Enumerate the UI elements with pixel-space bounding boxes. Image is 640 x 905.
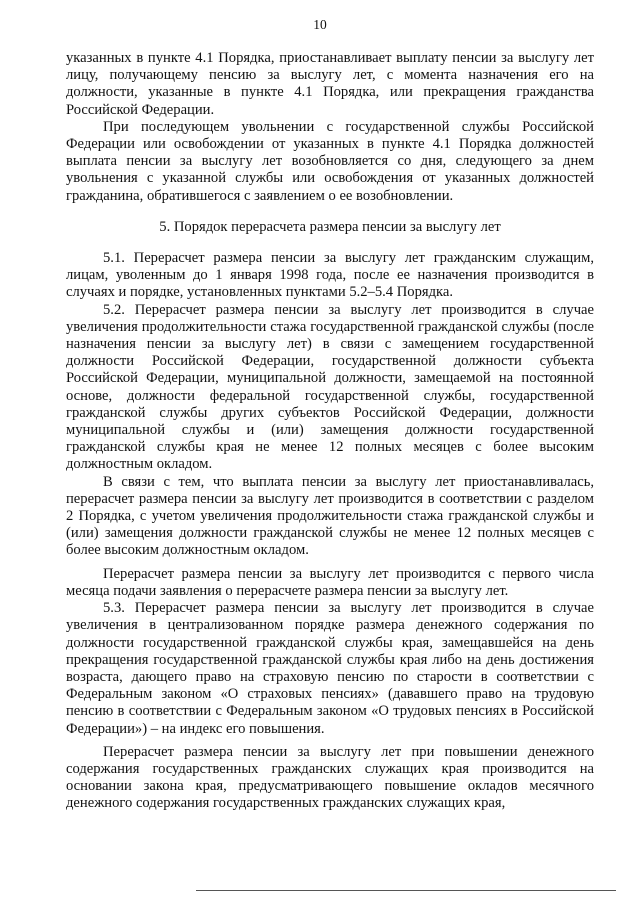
paragraph-resumption: При последующем увольнении с государственной службы Российской Федерации или освобождении от указанных в пункте 4.1 Порядка должностей выплата пенсии за выслугу лет возобновляется со дня, следующего за днем увольнения с указанной службы или освобождения от указанных должностей гражданина, обратившегося с заявлением о ее возобновлении.: [66, 118, 594, 204]
footer-rule: [196, 890, 616, 891]
paragraph-5-2-effective-date: Перерасчет размера пенсии за выслугу лет производится с первого числа месяца подачи заявления о перерасчете размера пенсии за выслугу лет.: [66, 565, 594, 599]
paragraph-5-3: 5.3. Перерасчет размера пенсии за выслугу лет производится в случае увеличения в централизованном порядке размера денежного содержания по должности государственной гражданской службы края, замещавшейся на день прекращения государственной гражданской службы края либо на день достижения возраста, дающего право на страховую пенсию по старости в соответствии с Федеральным законом «О страховых пенсиях» (дававшего право на трудовую пенсию в соответствии с Федеральным законом «О трудовых пенсиях в Российской Федерации») – на индекс его повышения.: [66, 600, 594, 737]
paragraph-5-3-salary-increase: Перерасчет размера пенсии за выслугу лет при повышении денежного содержания государственных гражданских служащих края производится на основании закона края, предусматривающего повышение окладов месячного денежного содержания государственных гражданских служащих края,: [66, 743, 594, 812]
paragraph-5-2-suspension: В связи с тем, что выплата пенсии за выслугу лет приостанавливалась, перерасчет размера пенсии за выслугу лет производится в соответствии с разделом 2 Порядка, с учетом увеличения продолжительности стажа гражданской службы и (или) замещения должности гражданской службы не менее 12 полных месяцев с более высоким должностным окладом.: [66, 473, 594, 559]
section-heading: 5. Порядок перерасчета размера пенсии за выслугу лет: [159, 218, 501, 235]
paragraph-continuation: указанных в пункте 4.1 Порядка, приостанавливает выплату пенсии за выслугу лет лицу, получающему пенсию за выслугу лет, с момента назначения его на должности, указанные в пункте 4.1 Порядка, или прекращения гражданства Российской Федерации.: [66, 50, 594, 118]
page-number: 10: [313, 17, 327, 32]
document-body: [66, 50, 594, 813]
paragraph-5-2: 5.2. Перерасчет размера пенсии за выслугу лет производится в случае увеличения продолжительности стажа государственной гражданской службы (после назначения пенсии за выслугу лет) в связи с замещением государственной должности Российской Федерации, государственной должности субъекта Российской Федерации, муниципальной должности, замещаемой на постоянной основе, должности федеральной государственной службы, государственной гражданской службы других субъектов Российской Федерации, должности муниципальной службы и (или) замещения должности государственной гражданской службы края не менее 12 полных месяцев с более высоким должностным окладом.: [66, 301, 594, 473]
paragraph-5-1: 5.1. Перерасчет размера пенсии за выслугу лет гражданским служащим, лицам, уволенным до 1 января 1998 года, после ее назначения производится в случаях и порядке, установленных пунктами 5.2–5.4 Порядка.: [66, 250, 594, 301]
